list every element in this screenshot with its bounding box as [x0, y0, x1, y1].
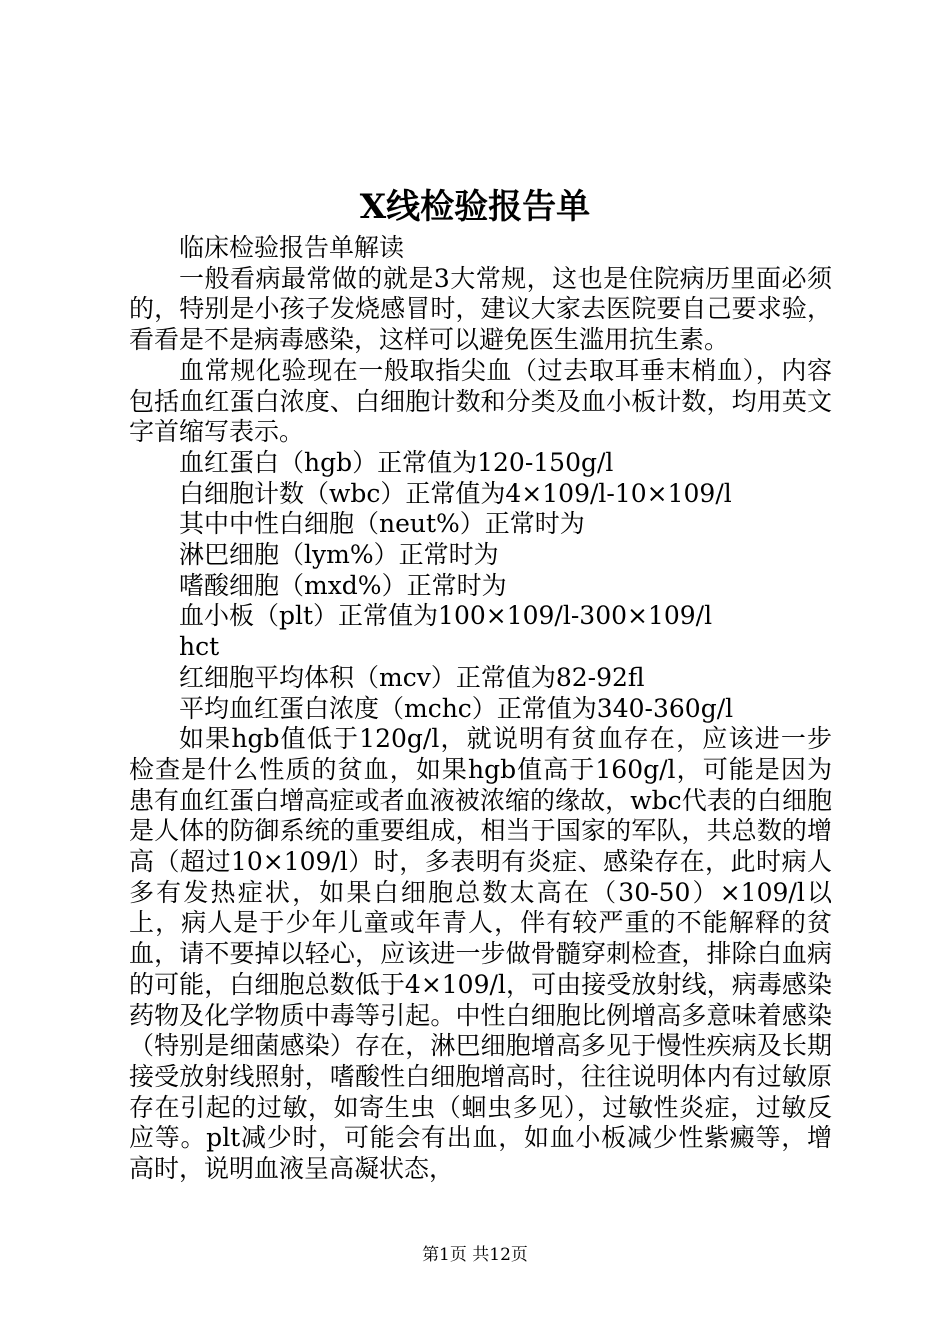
line-mxd: 嗜酸细胞（mxd%）正常时为	[179, 570, 507, 600]
line-mchc: 平均血红蛋白浓度（mchc）正常值为340-360g/l	[179, 693, 734, 723]
document-body	[129, 233, 832, 1185]
page-footer: 第1页 共12页	[422, 1245, 528, 1265]
paragraph-interpretation: 如果hgb值低于120g/l，就说明有贫血存在，应该进一步检查是什么性质的贫血，如果hgb值高于160g/l，可能是因为患有血红蛋白增高症或者血液被浓缩的缘故，wbc代表的白细胞是人体的防御系统的重要组成，相当于国家的军队，共总数的增高（超过10×109/l）时，多表明有炎症、感染存在，此时病人多有发热症状，如果白细胞总数太高在（30-50）×109/l以上，病人是于少年儿童或年青人，伴有较严重的不能解释的贫血，请不要掉以轻心，应该进一步做骨髓穿刺检查，排除白血病的可能，白细胞总数低于4×109/l，可由接受放射线，病毒感染药物及化学物质中毒等引起。中性白细胞比例增高多意味着感染（特别是细菌感染）存在，淋巴细胞增高多见于慢性疾病及长期接受放射线照射，嗜酸性白细胞增高时，往往说明体内有过敏原存在引起的过敏，如寄生虫（蛔虫多见），过敏性炎症，过敏反应等。plt减少时，可能会有出血，如血小板减少性紫癜等，增高时，说明血液呈高凝状态，	[129, 724, 832, 1184]
paragraph-intro: 一般看病最常做的就是3大常规，这也是住院病历里面必须的，特别是小孩子发烧感冒时，建议大家去医院要自己要求验，看看是不是病毒感染，这样可以避免医生滥用抗生素。	[129, 263, 832, 355]
line-hct: hct	[179, 632, 220, 662]
paragraph-blood-routine: 血常规化验现在一般取指尖血（过去取耳垂末梢血），内容包括血红蛋白浓度、白细胞计数和分类及血小板计数，均用英文字首缩写表示。	[129, 355, 832, 447]
line-hgb: 血红蛋白（hgb）正常值为120-150g/l	[179, 447, 614, 477]
page-title: X线检验报告单	[359, 187, 591, 227]
line-mcv: 红细胞平均体积（mcv）正常值为82-92fl	[179, 662, 645, 692]
line-lym: 淋巴细胞（lym%）正常时为	[179, 540, 499, 570]
line-neut: 其中中性白细胞（neut%）正常时为	[179, 509, 585, 539]
line-wbc: 白细胞计数（wbc）正常值为4×109/l-10×109/l	[179, 478, 732, 508]
line-plt: 血小板（plt）正常值为100×109/l-300×109/l	[179, 601, 713, 631]
paragraph-subtitle: 临床检验报告单解读	[179, 233, 405, 262]
